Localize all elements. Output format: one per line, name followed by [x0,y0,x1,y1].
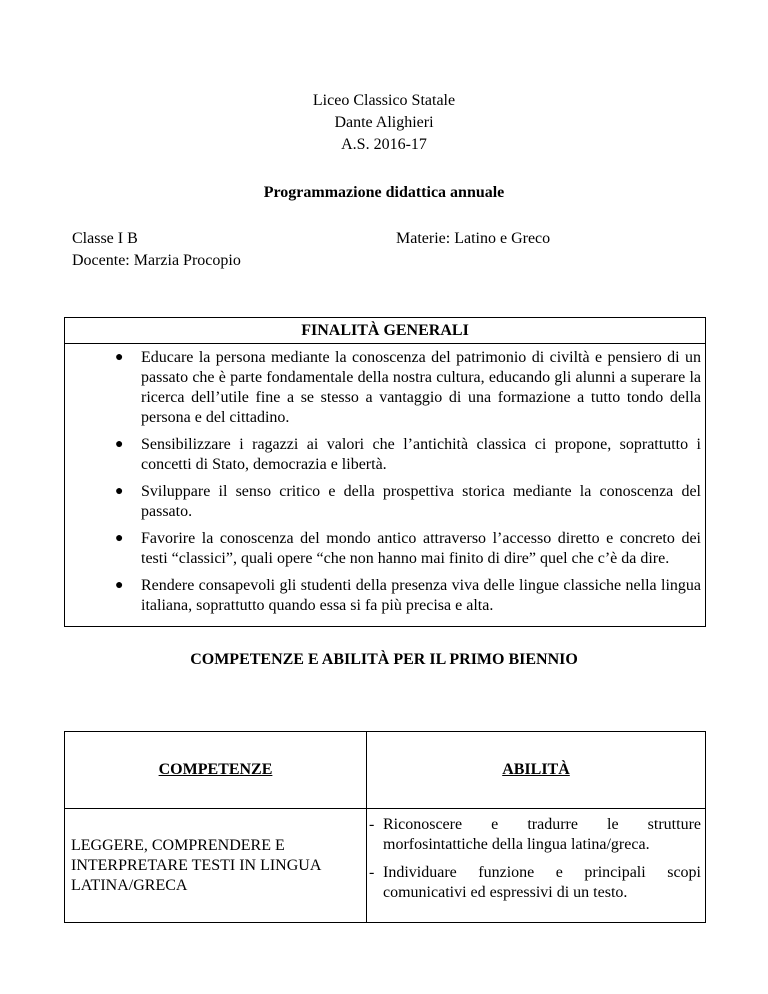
teacher-label: Docente: Marzia Procopio [72,252,241,269]
list-item: - Riconoscere e tradurre le strutture morfosintattiche della lingua latina/greca. [369,816,701,853]
list-item: ● Educare la persona mediante la conoscenza del patrimonio di civiltà e pensiero di un passato che è parte fondamentale della nostra cultura, educando gli alunni a superare la ricerca dell’utile fine a se stesso a vantaggio di una formazione a tutto tondo della persona e del cittadino. [115,349,701,426]
list-item: - Individuare funzione e principali scopi comunicativi ed espressivi di un testo. [369,864,701,901]
school-name: Liceo Classico Statale [312,92,456,109]
school-year: A.S. 2016-17 [341,136,427,153]
list-item: ● Rendere consapevoli gli studenti della presenza viva delle lingue classiche nella lingua italiana, soprattutto quando essa si fa più precisa e alta. [115,577,701,614]
header-abilita: ABILITÀ [502,761,570,778]
section-title: COMPETENZE E ABILITÀ PER IL PRIMO BIENNIO [190,651,578,668]
competenza-cell: LEGGERE, COMPRENDERE E INTERPRETARE TESTI IN LINGUA LATINA/GRECA [71,837,321,894]
abilita-list [369,815,701,911]
bullet-icon: ● [115,437,124,452]
finalita-box [64,317,706,627]
finalita-list [65,348,705,623]
bullet-icon: ● [115,484,124,499]
class-label: Classe I B [72,230,138,247]
list-item: ● Favorire la conoscenza del mondo antico attraverso l’accesso diretto e concreto dei testi “classici”, quali opere “che non hanno mai finito di dire” quel che c’è da dire. [115,530,701,567]
finalita-title: FINALITÀ GENERALI [65,318,705,344]
document-title: Programmazione didattica annuale [263,184,505,201]
header-competenze: COMPETENZE [158,761,273,778]
subjects-label: Materie: Latino e Greco [396,230,551,247]
bullet-icon: ● [115,531,124,546]
list-item: ● Sensibilizzare i ragazzi ai valori che l’antichità classica ci propone, soprattutto i concetti di Stato, democrazia e libertà. [115,436,701,473]
dash-icon: - [369,816,375,833]
dash-icon: - [369,864,375,881]
school-dedication: Dante Alighieri [334,114,434,131]
competenze-table [64,731,706,923]
bullet-icon: ● [115,578,124,593]
bullet-icon: ● [115,350,124,365]
row-divider [65,808,705,809]
list-item: ● Sviluppare il senso critico e della prospettiva storica mediante la conoscenza del passato. [115,483,701,520]
